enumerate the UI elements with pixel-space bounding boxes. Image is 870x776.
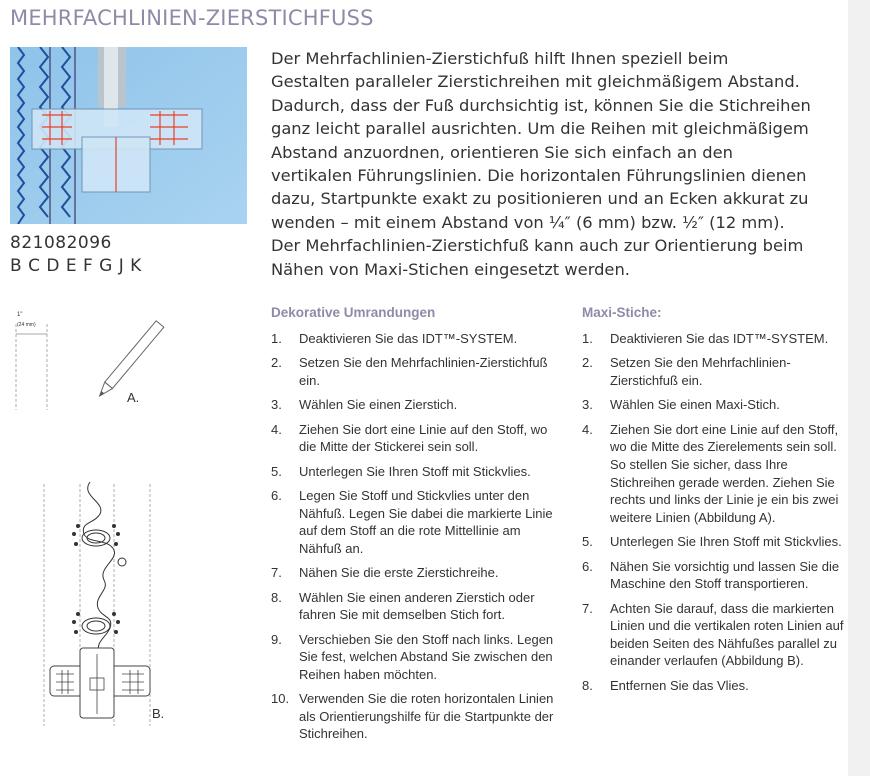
figure-b-label: B. (152, 706, 165, 721)
section-heading: Dekorative Umrandungen (271, 305, 436, 320)
list-item: 1. Deaktivieren Sie das IDT™-SYSTEM. (271, 331, 518, 346)
presser-foot-photo (10, 47, 247, 224)
list-item: 5. Unterlegen Sie Ihren Stoff mit Stickvlies. (271, 463, 531, 479)
figure-a-measure-mm: (24 mm) (17, 322, 36, 328)
list-item: 6. Nähen Sie vorsichtig und lassen Sie die Maschine den Stoff transportieren. (582, 558, 840, 592)
list-item: 4. Ziehen Sie dort eine Linie auf den Stoff, wo die Mitte des Zierelements sein soll. So stellen Sie sicher, dass Ihre Stichreihen gerade werden. Ziehen Sie rechts und links der Linie je ein bis zwei weitere Linien (Abbildung A). (582, 421, 839, 525)
figure-a-measure: 1" (17, 312, 23, 318)
list-item: 3. Wählen Sie einen Maxi-Stich. (582, 397, 780, 413)
steps-list (271, 330, 561, 743)
machine-sizes: B C D E F G J K (10, 256, 142, 276)
list-item: 7. Achten Sie darauf, dass die markierten Linien und die vertikalen roten Linien auf beiden Seiten des Nähfußes parallel zu einander verlaufen (Abbildung B). (582, 600, 844, 669)
list-item: 7. Nähen Sie die erste Zierstichreihe. (271, 565, 499, 581)
list-item: 9. Verschieben Sie den Stoff nach links. Legen Sie fest, welchen Abstand Sie zwischen den Reihen haben möchten. (271, 631, 554, 682)
list-item: 4. Ziehen Sie dort eine Linie auf den Stoff, wo die Mitte der Stickerei sein soll. (271, 421, 548, 455)
section-heading: Maxi-Stiche: (582, 305, 662, 320)
list-item: 5. Unterlegen Sie Ihren Stoff mit Stickvlies. (582, 534, 842, 550)
decorative-borders-section (271, 305, 561, 750)
steps-list (582, 330, 852, 694)
list-item: 2. Setzen Sie den Mehrfachlinien-Zierstichfuß ein. (582, 355, 791, 388)
maxi-stitches-section (582, 305, 852, 701)
list-item: 10. Verwenden Sie die roten horizontalen Linien als Orientierungshilfe für die Startpunkte der Stichreihen. (271, 691, 554, 742)
list-item: 8. Entfernen Sie das Vlies. (582, 677, 749, 693)
list-item: 3. Wählen Sie einen Zierstich. (271, 397, 458, 413)
list-item: 1. Deaktivieren Sie das IDT™-SYSTEM. (582, 331, 829, 346)
part-info (10, 232, 142, 278)
page-title: MEHRFACHLINIEN-ZIERSTICHFUSS (10, 6, 374, 30)
figure-a-label: A. (127, 390, 140, 405)
part-number: 821082096 (10, 233, 112, 253)
list-item: 6. Legen Sie Stoff und Stickvlies unter den Nähfuß. Legen Sie dabei die markierte Linie auf dem Stoff an die rote Mittellinie am Nähfuß an. (271, 488, 553, 556)
figure-b (10, 478, 200, 728)
list-item: 8. Wählen Sie einen anderen Zierstich oder fahren Sie mit demselben Stich fort. (271, 589, 535, 623)
list-item: 2. Setzen Sie den Mehrfachlinien-Zierstichfuß ein. (271, 355, 548, 388)
figure-a (10, 312, 190, 412)
intro-paragraph: Der Mehrfachlinien-Zierstichfuß hilft Ihnen speziell beim Gestalten paralleler Zierstichreihen mit gleichmäßigem Abstand. Dadurch, dass der Fuß durchsichtig ist, können Sie die Stichreihen ganz leicht parallel ausrichten. Um die Reihen mit gleichmäßigem Abstand anzuordnen, orientieren Sie sich einfach an den vertikalen Führungslinien. Die horizontalen Führungslinien dienen dazu, Startpunkte exakt zu positionieren und an Ecken akkurat zu wenden – mit einem Abstand von ¼″ (6 mm) bzw. ½″ (12 mm). Der Mehrfachlinien-Zierstichfuß kann auch zur Orientierung beim Nähen von Maxi-Stichen eingesetzt werden. (271, 49, 811, 279)
